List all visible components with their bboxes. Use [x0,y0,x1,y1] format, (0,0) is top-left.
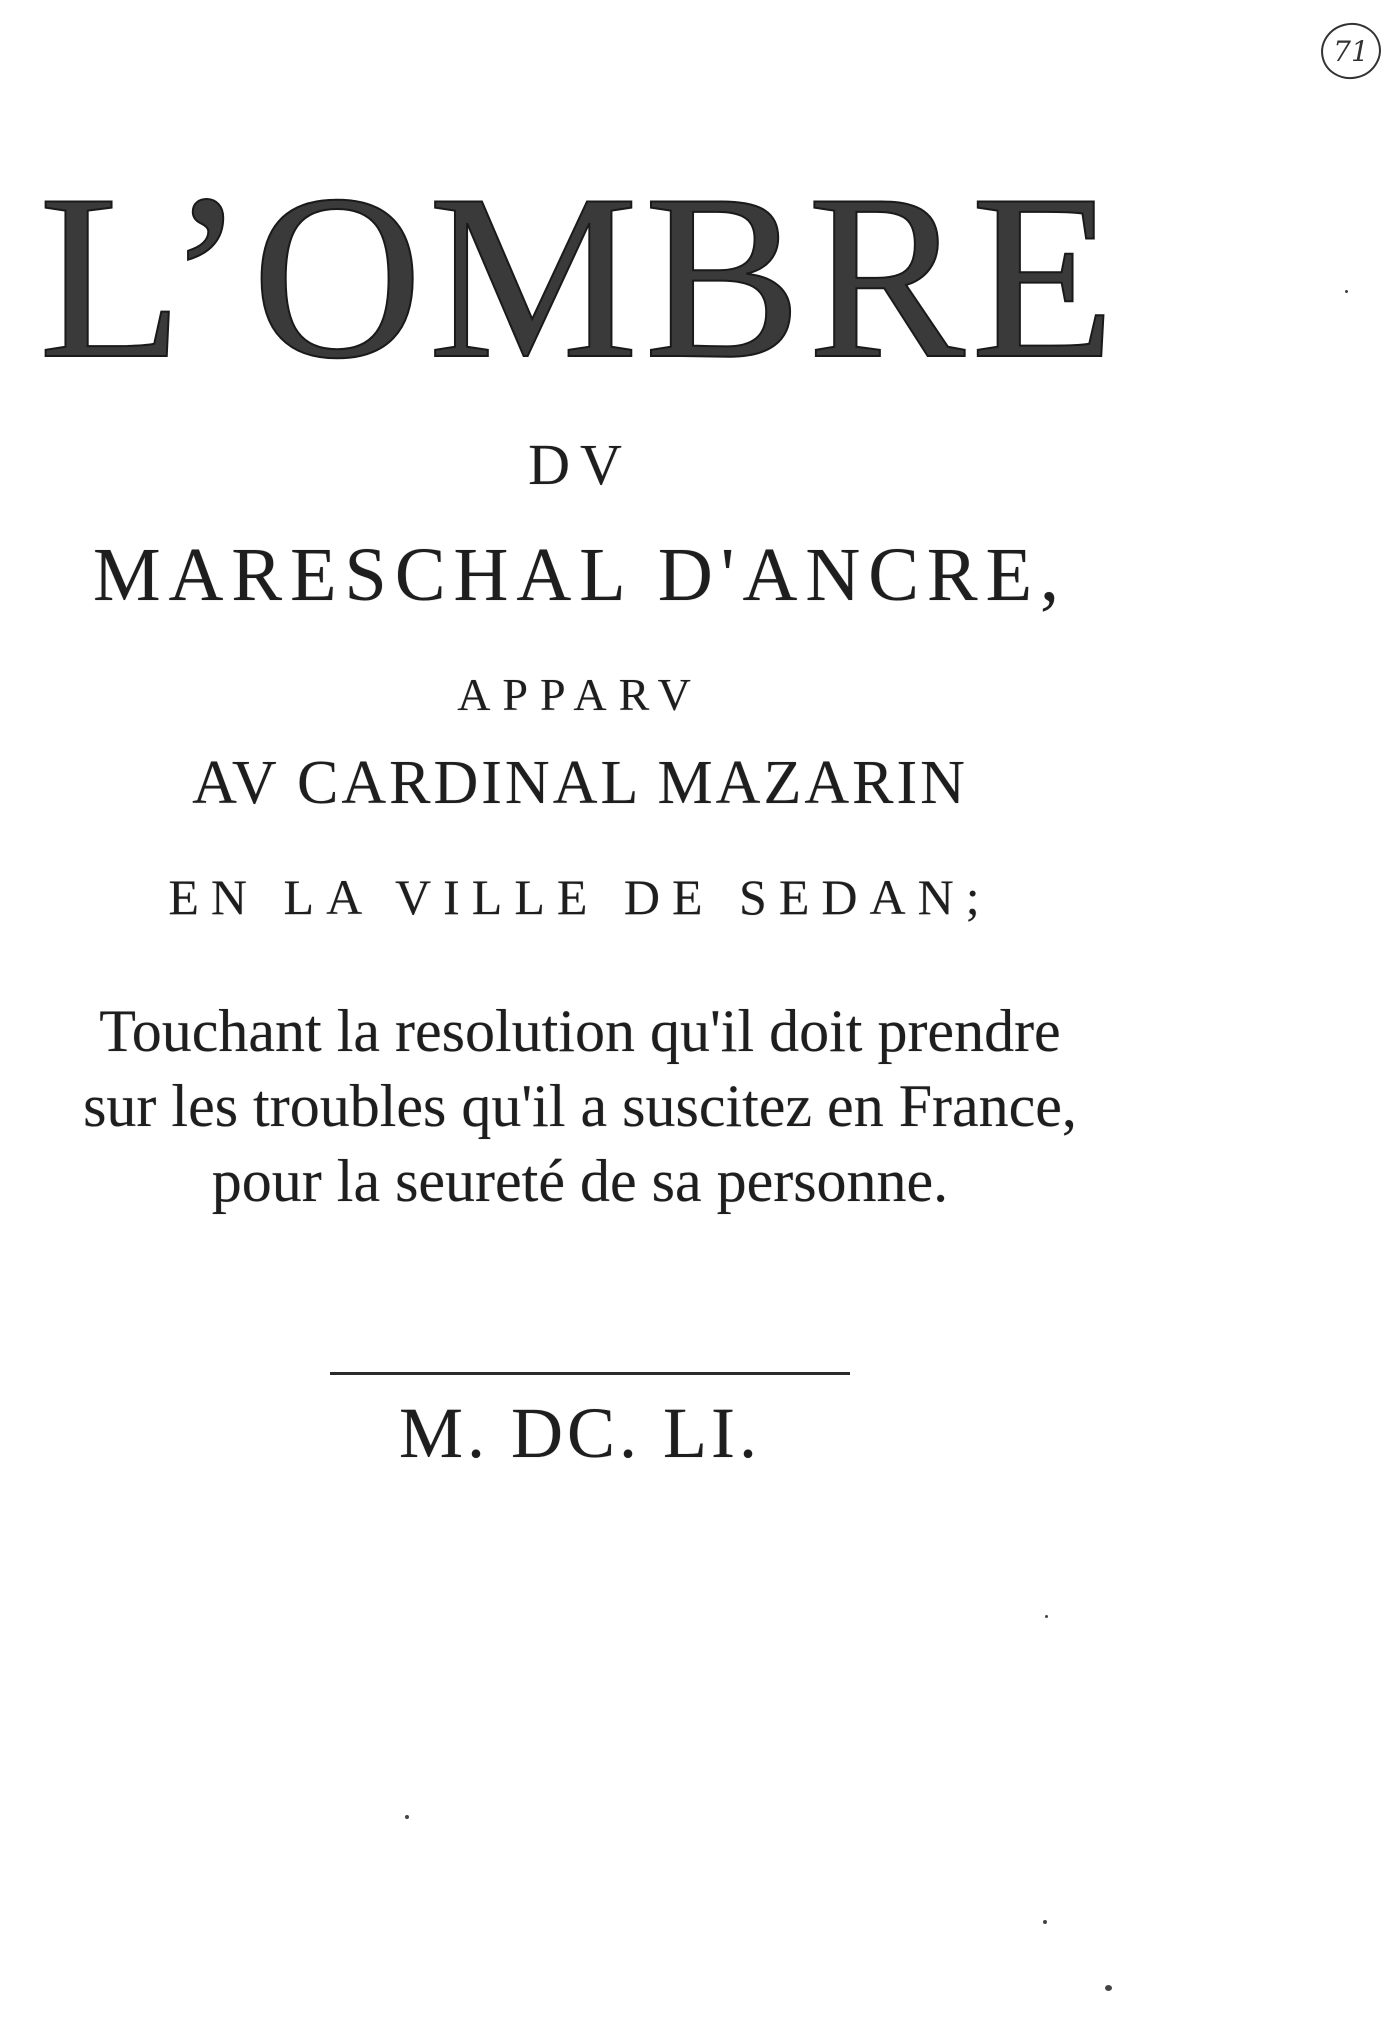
title-line-cardinal: AV CARDINAL MAZARIN [192,749,968,817]
title-line-mareschal: MARESCHAL D'ANCRE, [92,533,1068,617]
ink-speck [1045,1615,1048,1618]
title-line-du: DV [528,432,632,497]
folio-number: 71 [1333,35,1369,68]
ink-speck [1105,1985,1112,1991]
subtitle-line-2: sur les troubles qu'il a suscitez en France, [83,1073,1077,1139]
ink-speck [405,1815,409,1819]
title-line-apparu: APPARV [457,669,703,720]
divider-rule [330,1372,850,1375]
main-title: L’OMBRE [38,147,1122,408]
subtitle-line-1: Touchant la resolution qu'il doit prendre [99,998,1061,1064]
ink-speck [1345,290,1348,293]
publication-date: M. DC. LI. [399,1393,761,1473]
ink-speck [1043,1920,1047,1924]
title-line-sedan: EN LA VILLE DE SEDAN; [168,869,992,925]
folio-circle-icon [1318,18,1384,84]
subtitle-line-3: pour la seureté de sa personne. [211,1148,949,1214]
folio-number-stamp [1318,18,1384,84]
